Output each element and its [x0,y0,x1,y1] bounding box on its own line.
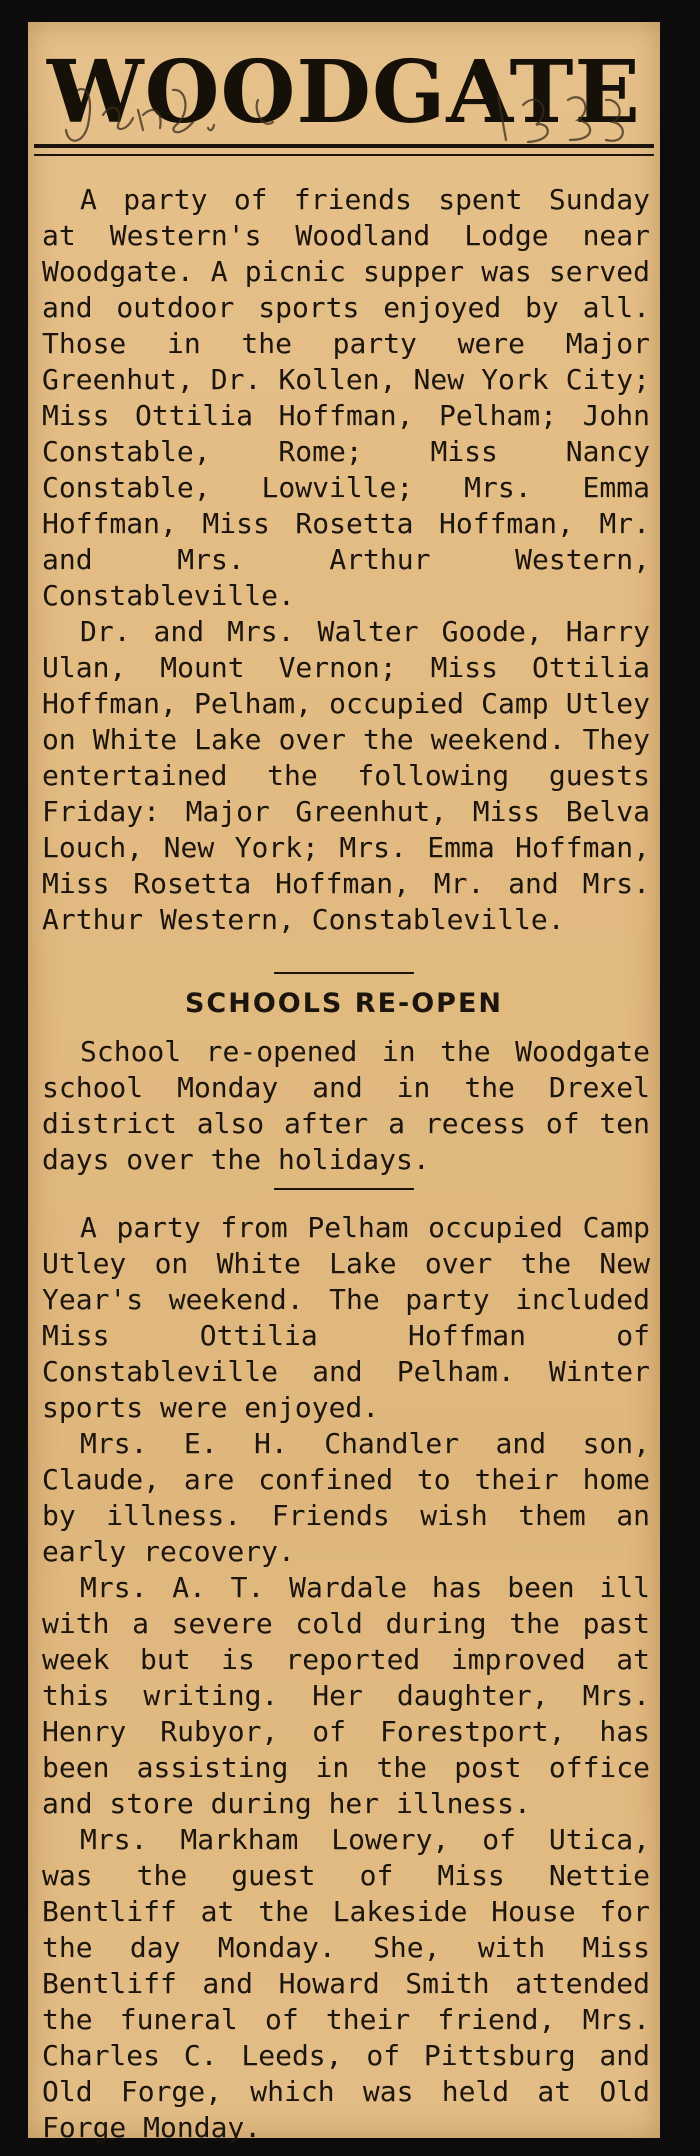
paragraph: A party from Pelham occupied Camp Utley on White Lake over the New Year's weekend. The party included Miss Ottilia Hoffman of Constableville and Pelham. Winter sports were enjoyed. [42,1211,650,1424]
paragraph: School re-opened in the Woodgate school Monday and in the Drexel district also after a recess of ten days over the holidays. [42,1035,650,1176]
paragraph: Mrs. E. H. Chandler and son, Claude, are confined to their home by illness. Friends wish them an early recovery. [42,1427,650,1568]
section-divider [274,972,414,974]
paragraph: Dr. and Mrs. Walter Goode, Harry Ulan, Mount Vernon; Miss Ottilia Hoffman, Pelham, occupied Camp Utley on White Lake over the weekend. They entertained the following guests Friday: Major Greenhut, Miss Belva Louch, New York; Mrs. Emma Hoffman, Miss Rosetta Hoffman, Mr. and Mrs. Arthur Western, Constableville. [42,615,650,936]
article-section-3 [42,1210,650,2146]
header-rule-thin [34,154,654,156]
paragraph: A party of friends spent Sunday at Western's Woodland Lodge near Woodgate. A picnic supper was served and outdoor sports enjoyed by all. Those in the party were Major Greenhut, Dr. Kollen, New York City; Miss Ottilia Hoffman, Pelham; John Constable, Rome; Miss Nancy Constable, Lowville; Mrs. Emma Hoffman, Miss Rosetta Hoffman, Mr. and Mrs. Arthur Western, Constableville. [42,183,650,612]
headline: WOODGATE [46,42,641,143]
section-divider [274,1188,414,1190]
article-section-2 [42,1034,650,1178]
subheading: SCHOOLS RE-OPEN [184,988,504,1019]
masthead [28,30,660,150]
header-rule-thick [34,144,654,148]
article-section-1 [42,182,650,938]
paragraph: Mrs. Markham Lowery, of Utica, was the guest of Miss Nettie Bentliff at the Lakeside House for the day Monday. She, with Miss Bentliff and Howard Smith attended the funeral of their friend, Mrs. Charles C. Leeds, of Pittsburg and Old Forge, which was held at Old Forge Monday. [42,1823,650,2144]
paragraph: Mrs. A. T. Wardale has been ill with a severe cold during the past week but is reported improved at this writing. Her daughter, Mrs. Henry Rubyor, of Forestport, has been assisting in the post office and store during her illness. [42,1571,650,1820]
newspaper-clipping [28,22,660,2144]
